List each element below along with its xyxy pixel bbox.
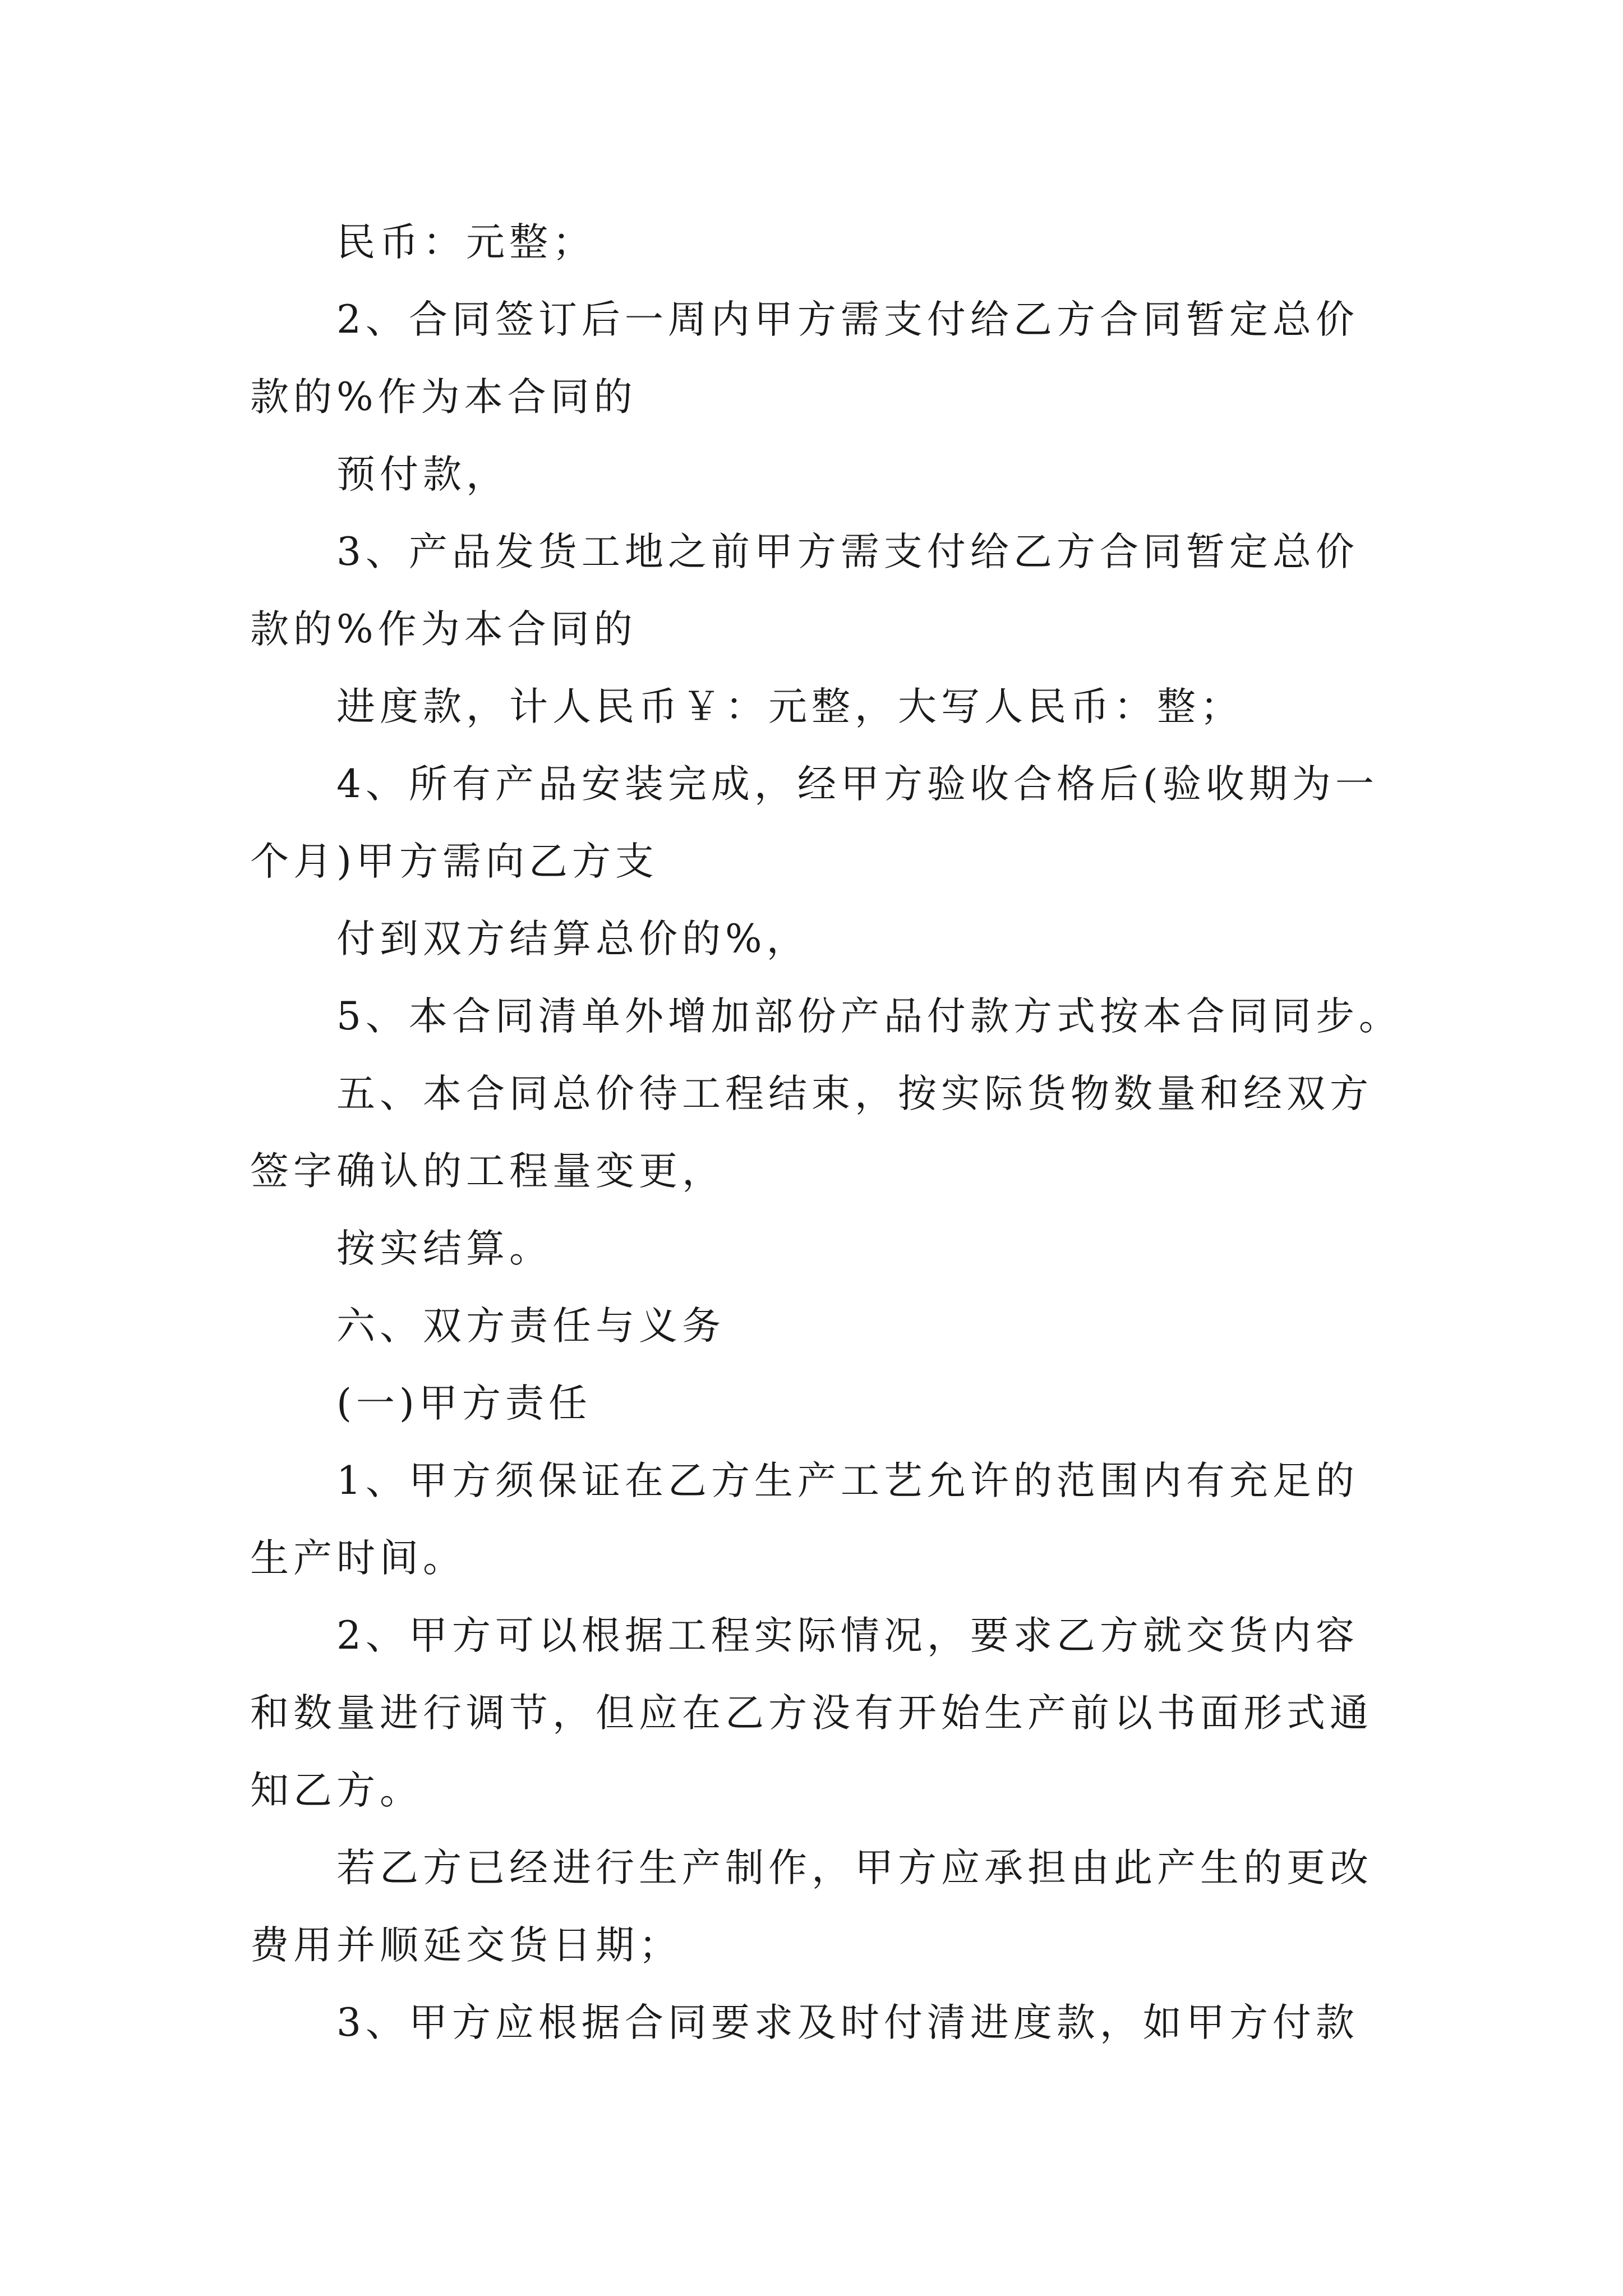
text-line: 民币：元整； <box>336 220 596 265</box>
text-line: 生产时间。 <box>250 1536 466 1581</box>
text-line: 进度款，计人民币￥：元整，大写人民币：整； <box>336 684 1243 729</box>
text-line: 五、本合同总价待工程结束，按实际货物数量和经双方 <box>336 1071 1373 1116</box>
text-line: 付到双方结算总价的%， <box>336 917 810 961</box>
text-line: 按实结算。 <box>336 1226 552 1271</box>
text-line: 5、本合同清单外增加部份产品付款方式按本合同同步。 <box>336 994 1402 1039</box>
text-line: 款的%作为本合同的 <box>250 607 637 652</box>
text-line: 个月)甲方需向乙方支 <box>250 839 658 884</box>
text-line: 4、所有产品安装完成，经甲方验收合格后(验收期为一 <box>336 762 1378 807</box>
text-line: 2、甲方可以根据工程实际情况，要求乙方就交货内容 <box>336 1613 1359 1658</box>
text-line: 1、甲方须保证在乙方生产工艺允许的范围内有充足的 <box>336 1458 1359 1503</box>
text-line: 若乙方已经进行生产制作，甲方应承担由此产生的更改 <box>336 1846 1373 1890</box>
text-line: 知乙方。 <box>250 1768 423 1813</box>
text-line: 2、合同签订后一周内甲方需支付给乙方合同暂定总价 <box>336 297 1359 342</box>
text-line: 款的%作为本合同的 <box>250 375 637 420</box>
text-line: 费用并顺延交货日期； <box>250 1923 682 1968</box>
text-line: 预付款， <box>336 452 509 497</box>
text-line: 3、产品发货工地之前甲方需支付给乙方合同暂定总价 <box>336 530 1359 574</box>
text-line: 和数量进行调节，但应在乙方没有开始生产前以书面形式通 <box>250 1691 1373 1736</box>
text-line: 3、甲方应根据合同要求及时付清进度款，如甲方付款 <box>336 2000 1359 2045</box>
text-line: 签字确认的工程量变更， <box>250 1149 725 1194</box>
subsection-heading: (一)甲方责任 <box>336 1381 592 1426</box>
section-heading: 六、双方责任与义务 <box>336 1304 725 1349</box>
